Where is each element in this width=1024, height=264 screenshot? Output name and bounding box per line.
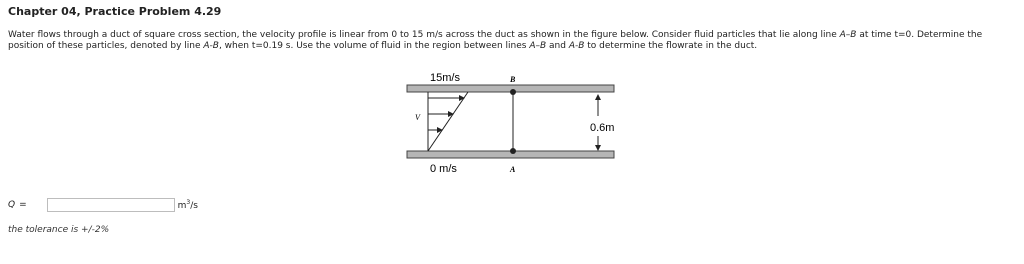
flowrate-answer-input[interactable] bbox=[47, 198, 175, 212]
equals-sign: = bbox=[19, 200, 27, 210]
q-label: Q bbox=[8, 200, 16, 210]
problem-statement: Water flows through a duct of square cross section, the velocity profile is linear from 0 to 15 m/s across the duct as shown in the figure below. Consider fluid particles that lie along line A–B at time t=0. Determine the position of these particles, denoted by line A-B, when t=0.19 s. Use the volume of fluid in the region between lines A–B and A-B to determine the flowrate in the duct. bbox=[8, 30, 983, 51]
label-b: B bbox=[510, 75, 516, 84]
unit-label: $m^3/s$ bbox=[177, 199, 198, 211]
problem-title: Chapter 04, Practice Problem 4.29 bbox=[8, 5, 222, 18]
velocity-profile-line bbox=[428, 92, 468, 151]
label-a: A bbox=[510, 165, 516, 174]
point-a bbox=[510, 148, 516, 154]
duct-figure bbox=[395, 70, 625, 180]
point-b bbox=[510, 89, 516, 95]
tolerance-note: the tolerance is +/-2% bbox=[8, 225, 110, 235]
height-label: 0.6m bbox=[590, 122, 615, 134]
answer-row bbox=[8, 196, 198, 214]
label-v: V bbox=[415, 113, 420, 122]
bottom-velocity-label: 0 m/s bbox=[430, 163, 457, 175]
top-velocity-label: 15m/s bbox=[430, 72, 460, 84]
